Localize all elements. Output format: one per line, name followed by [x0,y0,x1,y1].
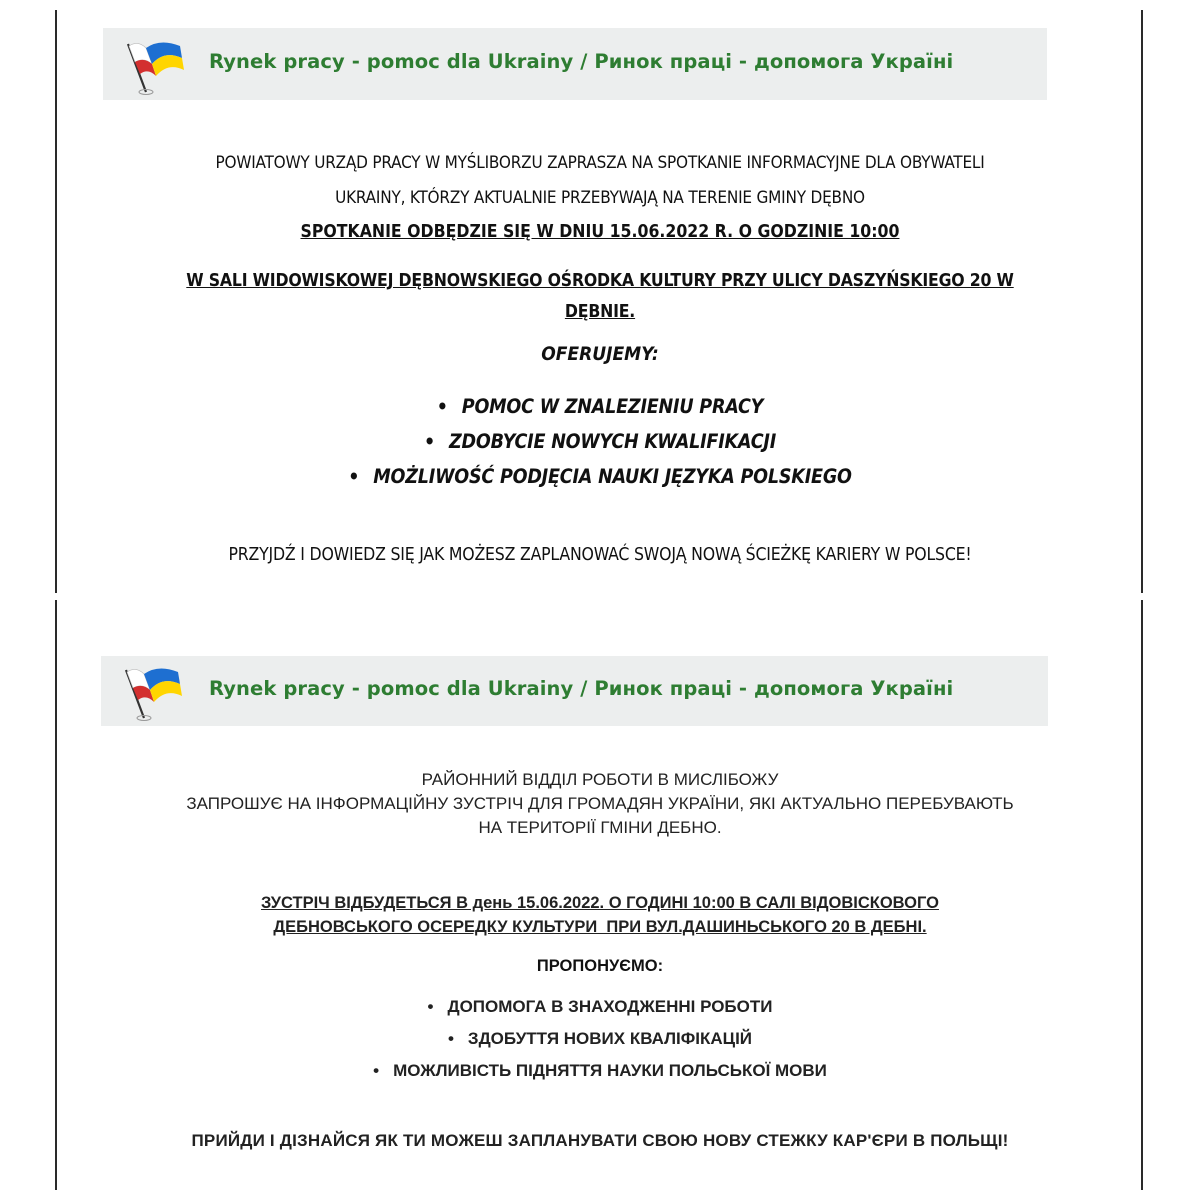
bullet-icon: • [348,465,360,488]
bullet-icon: • [447,1029,454,1048]
meeting-venue [60,266,1140,328]
banner [103,28,1047,100]
offer-list [0,991,1200,1087]
list-item: • MOŻLIWOŚĆ PODJĘCIA NAUKI JĘZYKA POLSKIEGO [0,459,1200,494]
call-to-action: PRZYJDŹ I DOWIEDZ SIĘ JAK MOŻESZ ZAPLANOWAĆ SWOJĄ NOWĄ ŚCIEŻKĘ KARIERY W POLSCE! [228,545,972,565]
banner-title: Rynek pracy - pomoc dla Ukrainy / Ринок праці - допомога Україні [209,50,954,73]
date-line: ЗУСТРІЧ ВІДБУДЕТЬСЯ В день 15.06.2022. О ГОДИНІ 10:00 В САЛІ ВІДОВІСКОВОГО [261,894,939,912]
venue-line: DĘBNIE. [564,302,636,322]
bullet-icon: • [436,395,448,418]
bullet-icon: • [423,430,435,453]
page-edge-right-bottom [1141,600,1143,1190]
list-item: • ДОПОМОГА В ЗНАХОДЖЕННІ РОБОТИ [0,991,1200,1023]
list-item: • ZDOBYCIE NOWYCH KWALIFIKACJI [0,424,1200,459]
list-item: • МОЖЛИВІСТЬ ПІДНЯТТЯ НАУКИ ПОЛЬСЬКОЇ МОВИ [0,1055,1200,1087]
venue-line: W SALI WIDOWISKOWEJ DĘBNOWSKIEGO OŚRODKA KULTURY PRZY ULICY DASZYŃSKIEGO 20 W [186,271,1014,291]
offer-title: ПРОПОНУЄМО: [536,957,664,975]
bullet-icon: • [427,997,434,1016]
intro-line: POWIATOWY URZĄD PRACY W MYŚLIBORZU ZAPRASZA NA SPOTKANIE INFORMACYJNE DLA OBYWATELI [215,153,985,173]
intro-text [60,146,1140,216]
intro-line: ЗАПРОШУЄ НА ІНФОРМАЦІЙНУ ЗУСТРІЧ ДЛЯ ГРОМАДЯН УКРАЇНИ, ЯКІ АКТУАЛЬНО ПЕРЕБУВАЮТЬ [186,794,1014,813]
meeting-date-venue [60,891,1140,939]
list-item: • ЗДОБУТТЯ НОВИХ КВАЛІФІКАЦІЙ [0,1023,1200,1055]
banner [101,656,1048,726]
intro-line: НА ТЕРИТОРІЇ ГМІНИ ДЕБНО. [478,818,722,837]
bullet-icon: • [373,1061,380,1080]
banner-title: Rynek pracy - pomoc dla Ukrainy / Ринок праці - допомога Україні [209,677,954,700]
intro-line: UKRAINY, KTÓRZY AKTUALNIE PRZEBYWAJĄ NA TERENIE GMINY DĘBNO [335,188,865,208]
page-edge-right-top [1141,10,1143,593]
offer-title: OFERUJEMY: [541,343,659,365]
list-item: • POMOC W ZNALEZIENIU PRACY [0,389,1200,424]
page-edge-left-top [55,10,57,593]
intro-text [60,768,1140,840]
poland-ukraine-flag-icon [118,34,188,96]
meeting-date: SPOTKANIE ODBĘDZIE SIĘ W DNIU 15.06.2022 R. O GODZINIE 10:00 [300,222,900,242]
call-to-action: ПРИЙДИ І ДІЗНАЙСЯ ЯК ТИ МОЖЕШ ЗАПЛАНУВАТИ СВОЮ НОВУ СТЕЖКУ КАР'ЄРИ В ПОЛЬЩІ! [191,1131,1009,1150]
date-line: ДЕБНОВСЬКОГО ОСЕРЕДКУ КУЛЬТУРИ ПРИ ВУЛ.ДАШИНЬСЬКОГО 20 В ДЕБНІ. [273,918,927,936]
poland-ukraine-flag-icon [116,660,186,722]
offer-list [0,389,1200,494]
page-edge-left-bottom [55,600,57,1190]
intro-line: РАЙОННИЙ ВІДДІЛ РОБОТИ В МИСЛІБОЖУ [421,770,779,789]
